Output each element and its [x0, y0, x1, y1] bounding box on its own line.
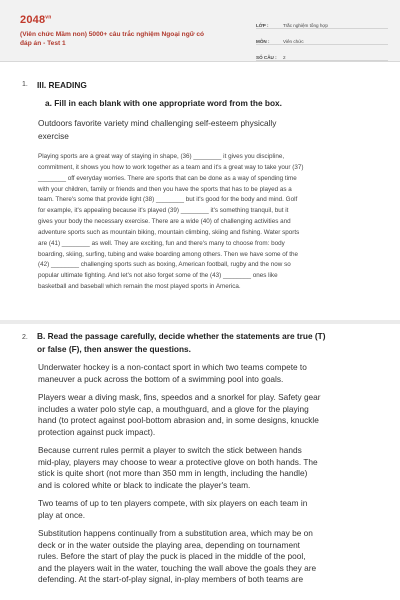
question-title-line: or false (F), then answer the questions. — [37, 344, 191, 354]
paragraph-line: and is colored white or black to indicate the player's team. — [38, 479, 251, 490]
paragraph-line: play at once. — [38, 509, 86, 520]
paragraph-line: hand (to protect against pool-bottom abrasion and, in some designs, knuckle — [38, 415, 319, 426]
section-divider — [0, 320, 400, 324]
paragraph-line: protection against puck impact). — [38, 426, 156, 437]
passage-line: basketball and baseball which remain the most played sports in America. — [38, 283, 241, 291]
passage-line: team. There's some that provide light (38) ________ but it's good for the body and mind. Golf — [38, 196, 298, 204]
question-number: 1. — [22, 81, 28, 88]
passage-line: popular ultimate fighting. And let's not also forget some of the (43) ________ ones like — [38, 272, 278, 280]
meta-subject-label: MÔN : — [256, 39, 270, 44]
paragraph-line: Underwater hockey is a non-contact sport in which two teams compete to — [38, 362, 307, 372]
passage-line: with your children, family or friends and then you have the sports that has to be played as a — [38, 185, 292, 193]
passage-paragraph — [38, 362, 386, 385]
document-meta — [256, 16, 388, 64]
passage-paragraph — [38, 498, 386, 521]
question-title — [37, 330, 382, 356]
paragraph-line: Substitution happens continually from a substitution area, which may be on — [38, 528, 313, 538]
document-title — [20, 30, 250, 48]
meta-count-row — [256, 48, 388, 61]
paragraph-line: Players wear a diving mask, fins, speedos and a snorkel for play. Safety gear — [38, 392, 321, 402]
passage-line: Playing sports are a great way of staying in shape, (36) ________ it gives you discipline, — [38, 153, 285, 160]
paragraph-line: Two teams of up to ten players compete, with six players on each team in — [38, 498, 308, 508]
paragraph-line: maneuver a puck across the bottom of a swimming pool into goals. — [38, 373, 284, 384]
meta-class-row — [256, 16, 388, 29]
passage-paragraph — [38, 392, 386, 438]
passage-line: boarding, skiing, surfing, tubing and wake boarding among others. Then we have some of the — [38, 250, 298, 258]
question-title-line: B. Read the passage carefully, decide whether the statements are true (T) — [37, 331, 326, 341]
passage-line: adventure sports such as mountain biking, mountain climbing, skiing and fishing. Water sports — [38, 228, 300, 236]
meta-count-label: SỐ CÂU : — [256, 55, 277, 60]
meta-class-label: LỚP : — [256, 23, 269, 28]
question-title: III. READING — [37, 80, 87, 90]
document-title-line: (Viên chức Mầm non) 5000+ câu trắc nghiệm Ngoại ngữ có — [20, 31, 205, 38]
paragraph-line: includes a water polo style cap, a mouthguard, and a glove for the playing — [38, 403, 309, 414]
passage-paragraph — [38, 445, 386, 491]
passage-paragraph — [38, 528, 386, 586]
question-number: 2. — [22, 334, 28, 341]
passage-line: commitment, it shows you how to work together as a team and it's a great way to take your (37) — [38, 163, 304, 171]
paragraph-line: defending. At the start-of-play signal, in-play members of both teams are — [38, 574, 304, 585]
passage-line: for example, it's appealing because it's played (39) ________ it's something tranquil, but it — [38, 207, 289, 215]
passage-line: ________ off everyday worries. There are sports that can be done as a way of spending time — [38, 174, 297, 182]
word-box-line: exercise — [38, 131, 69, 141]
site-logo[interactable] — [20, 14, 52, 26]
question-instruction: a. Fill in each blank with one appropriate word from the box. — [45, 98, 282, 108]
reading-passage — [38, 152, 378, 293]
paragraph-line: mid-play, players may choose to wear a protective glove on both hands. The — [38, 456, 318, 467]
document-title-line: đáp án - Test 1 — [20, 40, 66, 47]
passage-line: are (41) ________ as well. They are exciting, fun and there's many to choose from: body — [38, 239, 285, 247]
meta-class-value: Trắc nghiệm tổng hợp — [283, 23, 328, 28]
paragraph-line: rules. Before the start of play the puck is placed in the middle of the pool, — [38, 551, 306, 562]
paragraph-line: and the players wait in the water, touching the wall above the goals they are — [38, 562, 317, 573]
meta-subject-value: Viên chức — [283, 39, 304, 44]
paragraph-line: stick is quite short (not more than 350 mm in length, including the handle) — [38, 468, 308, 479]
passage-line: (42) ________ challenging sports such as boxing, American football, rugby and the now so — [38, 261, 291, 269]
logo-suffix: vn — [45, 14, 52, 21]
page-header — [0, 0, 400, 62]
meta-count-value: 2 — [283, 55, 286, 60]
word-box-line: Outdoors favorite variety mind challenging self-esteem physically — [38, 118, 277, 128]
paragraph-line: deck or in the water outside the playing area, depending on tournament — [38, 539, 300, 550]
passage-line: gives your body the necessary exercise. There are a wide (40) of challenging activities and — [38, 218, 291, 226]
meta-subject-row — [256, 32, 388, 45]
word-box — [38, 117, 378, 143]
paragraph-line: Because current rules permit a player to switch the stick between hands — [38, 445, 302, 455]
logo-text: 2048 — [20, 14, 46, 26]
